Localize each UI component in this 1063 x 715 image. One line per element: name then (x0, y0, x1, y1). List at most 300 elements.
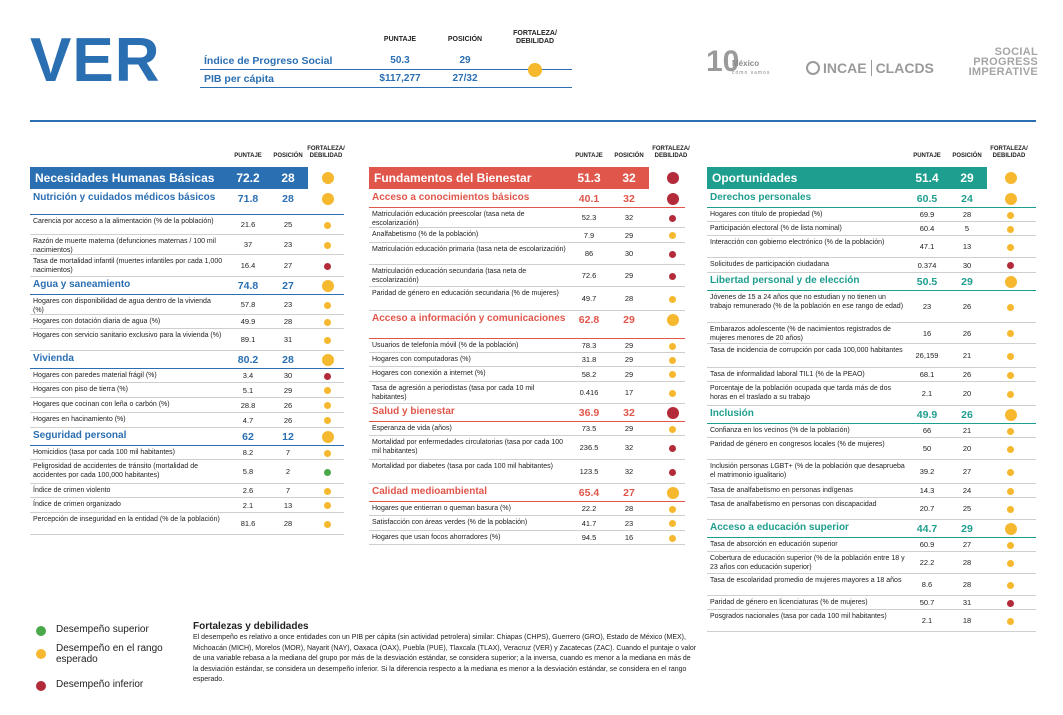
col-score-head: PUNTAJE (234, 153, 262, 159)
indicator-label: Percepción de inseguridad en la entidad (% de la población) (33, 516, 220, 523)
component-row (707, 190, 1036, 208)
indicator-label: Usuarios de telefonía móvil (% de la población) (372, 342, 519, 349)
indicator-label: Hogares con piso de tierra (%) (33, 386, 128, 393)
indicator-strength-dot (669, 506, 676, 513)
col-score-head: PUNTAJE (575, 153, 603, 159)
indicator-score: 73.5 (581, 424, 597, 433)
indicator-label: Tasa de informalidad laboral TIL1 (% de la PEAO) (710, 371, 865, 378)
indicator-rank: 23 (283, 300, 293, 309)
indicator-row (369, 436, 685, 460)
indicator-strength-dot (669, 445, 676, 452)
component-score: 44.7 (916, 523, 938, 535)
indicator-strength-dot (1007, 488, 1014, 495)
col-strength-head: FORTALEZA/ DEBILIDAD (652, 146, 690, 159)
legend-red-dot (36, 681, 46, 691)
indicator-label: Hogares con conexión a internet (%) (372, 370, 486, 377)
indicator-label: Tasa de agresión a periodistas (tasa por cada 10 mil habitantes) (372, 385, 535, 401)
indicator-score: 49.9 (240, 317, 256, 326)
indicator-score: 57.8 (240, 300, 256, 309)
indicator-strength-dot (1007, 330, 1014, 337)
component-score: 50.5 (916, 276, 938, 288)
indicator-score: 60.4 (919, 224, 935, 233)
pib-score: $117,277 (379, 73, 421, 84)
indicator-label: Hogares con paredes material frágil (%) (33, 372, 157, 379)
indicator-score: 7.9 (583, 231, 595, 240)
component-rank: 32 (623, 193, 635, 205)
indicator-score: 81.6 (240, 519, 256, 528)
legend-yellow-dot (36, 649, 46, 659)
dimension-title: Fundamentos del Bienestar (374, 171, 532, 185)
col-strength-head: FORTALEZA/ DEBILIDAD (307, 146, 345, 159)
indicator-row (30, 484, 344, 498)
indicator-rank: 20 (962, 389, 972, 398)
indicator-row (369, 367, 685, 382)
indicator-row (369, 422, 685, 436)
col-rank-head: POSICIÓN (273, 153, 303, 159)
indicator-rank: 29 (624, 271, 634, 280)
indicator-label: Mortalidad por enfermedades circulatorias (tasa por cada 100 mil habitantes) (372, 439, 564, 455)
indicator-row (369, 243, 685, 265)
indicator-row (30, 413, 344, 428)
component-row (707, 273, 1036, 291)
indicator-row (369, 287, 685, 311)
ips-label: Índice de Progreso Social (204, 55, 333, 67)
indicator-strength-dot (324, 222, 331, 229)
indicator-rank: 25 (962, 504, 972, 513)
col-strength-head: FORTALEZA/ DEBILIDAD (990, 146, 1028, 159)
indicator-label: Matriculación educación primaria (tasa neta de escolarización) (372, 246, 566, 253)
indicator-row (369, 460, 685, 484)
indicator-strength-dot (324, 402, 331, 409)
indicator-rank: 25 (283, 220, 293, 229)
indicator-rank: 16 (624, 533, 634, 542)
indicator-label: Matriculación educación preescolar (tasa neta de escolarización) (372, 211, 525, 227)
indicator-strength-dot (324, 469, 331, 476)
dimension-header (707, 167, 987, 189)
component-label: Libertad personal y de elección (710, 275, 860, 286)
component-rank: 29 (623, 314, 635, 326)
indicator-rank: 27 (962, 540, 972, 549)
indicator-label: Tasa de absorción en educación superior (710, 541, 838, 548)
dimension-title: Necesidades Humanas Básicas (35, 171, 215, 185)
indicator-strength-dot (669, 343, 676, 350)
indicator-row (707, 574, 1036, 596)
component-label: Agua y saneamiento (33, 279, 131, 290)
indicator-row (707, 460, 1036, 484)
indicator-strength-dot (324, 450, 331, 457)
indicator-score: 39.2 (919, 467, 935, 476)
indicator-strength-dot (669, 535, 676, 542)
indicator-strength-dot (324, 387, 331, 394)
indicator-label: Tasa de mortalidad infantil (muertes infantiles por cada 1,000 nacimientos) (33, 258, 223, 274)
component-score: 80.2 (237, 354, 259, 366)
indicator-strength-dot (669, 251, 676, 258)
component-rank: 12 (282, 431, 294, 443)
indicator-row (369, 353, 685, 367)
indicator-row (707, 208, 1036, 222)
indicator-strength-dot (1007, 262, 1014, 269)
component-strength-dot (1005, 276, 1017, 288)
col-rank-head: POSICIÓN (614, 153, 644, 159)
indicator-rank: 2 (285, 467, 291, 476)
component-strength-dot (667, 487, 679, 499)
component-score: 49.9 (916, 409, 938, 421)
indicator-strength-dot (1007, 542, 1014, 549)
indicator-label: Posgrados nacionales (tasa por cada 100 mil habitantes) (710, 613, 887, 620)
indicator-strength-dot (669, 390, 676, 397)
indicator-row (707, 236, 1036, 258)
spi-line-1: SOCIAL (994, 46, 1038, 58)
indicator-label: Jóvenes de 15 a 24 años que no estudian y no tienen un trabajo remunerado (% de la población en ese rango de edad) (710, 294, 904, 310)
indicator-label: Índice de crimen organizado (33, 501, 121, 508)
indicator-strength-dot (1007, 428, 1014, 435)
indicator-label: Porcentaje de la población ocupada que tarda más de dos horas en el traslado a su trabajo (710, 385, 891, 401)
component-strength-dot (322, 354, 334, 366)
component-label: Calidad medioambiental (372, 486, 488, 497)
indicator-row (30, 315, 344, 329)
indicator-rank: 30 (624, 249, 634, 258)
indicator-rank: 32 (624, 443, 634, 452)
indicator-rank: 28 (283, 519, 293, 528)
component-strength-dot (667, 407, 679, 419)
indicator-label: Hogares con título de propiedad (%) (710, 211, 823, 218)
indicator-label: Hogares que entierran o queman basura (%) (372, 505, 511, 512)
indicator-strength-dot (1007, 226, 1014, 233)
dimension-strength-dot (1005, 172, 1017, 184)
component-score: 65.4 (578, 487, 600, 499)
indicator-rank: 29 (624, 341, 634, 350)
header-row-pib (200, 70, 572, 88)
indicator-label: Homicidios (tasa por cada 100 mil habitantes) (33, 449, 176, 456)
component-rank: 29 (961, 276, 973, 288)
indicator-row (30, 295, 344, 315)
component-score: 36.9 (578, 407, 600, 419)
component-row (369, 190, 685, 208)
indicator-row (707, 368, 1036, 382)
indicator-row (707, 258, 1036, 273)
component-label: Nutrición y cuidados médicos básicos (33, 192, 216, 203)
component-strength-dot (667, 314, 679, 326)
indicator-rank: 29 (283, 386, 293, 395)
component-rank: 28 (282, 193, 294, 205)
indicator-score: 50 (922, 444, 932, 453)
indicator-rank: 7 (285, 486, 291, 495)
dimension-title: Oportunidades (712, 171, 798, 185)
indicator-row (707, 344, 1036, 368)
indicator-strength-dot (1007, 304, 1014, 311)
indicator-strength-dot (669, 520, 676, 527)
indicator-score: 86 (584, 249, 594, 258)
indicator-row (369, 208, 685, 228)
overall-strength-dot (528, 63, 542, 77)
indicator-label: Interacción con gobierno electrónico (% de la población) (710, 239, 885, 246)
indicator-score: 89.1 (240, 335, 256, 344)
indicator-row (369, 339, 685, 353)
indicator-rank: 28 (962, 580, 972, 589)
indicator-strength-dot (1007, 446, 1014, 453)
indicator-score: 5.8 (242, 467, 254, 476)
indicator-label: Hogares que cocinan con leña o carbón (%) (33, 401, 170, 408)
component-row (707, 406, 1036, 424)
indicator-score: 2.6 (242, 486, 254, 495)
component-rank: 27 (623, 487, 635, 499)
pib-rank: 27/32 (452, 73, 478, 84)
indicator-row (707, 222, 1036, 236)
indicator-score: 2.1 (242, 501, 254, 510)
dimension-score: 51.3 (577, 171, 601, 185)
indicator-strength-dot (1007, 353, 1014, 360)
indicator-score: 16 (922, 329, 932, 338)
indicator-strength-dot (324, 242, 331, 249)
indicator-row (707, 323, 1036, 344)
indicator-row (707, 538, 1036, 552)
indicator-strength-dot (324, 488, 331, 495)
component-row (369, 404, 685, 422)
indicator-rank: 5 (964, 224, 970, 233)
indicator-score: 66 (922, 426, 932, 435)
state-code: VER (30, 26, 161, 95)
indicator-row (707, 484, 1036, 498)
indicator-score: 60.9 (919, 540, 935, 549)
component-strength-dot (322, 431, 334, 443)
indicator-label: Cobertura de educación superior (% de la población entre 18 y 23 años con educación superior) (710, 555, 905, 571)
indicator-rank: 32 (624, 467, 634, 476)
component-rank: 26 (961, 409, 973, 421)
indicator-row (30, 460, 344, 484)
clacds-text: CLACDS (875, 60, 934, 76)
indicator-strength-dot (324, 502, 331, 509)
indicator-strength-dot (669, 469, 676, 476)
indicator-strength-dot (669, 357, 676, 364)
component-row (30, 351, 344, 369)
incae-circle-icon (806, 61, 820, 75)
indicator-label: Paridad de género en congresos locales (% de mujeres) (710, 441, 885, 448)
indicator-rank: 7 (285, 448, 291, 457)
indicator-label: Tasa de escolaridad promedio de mujeres mayores a 18 años (710, 577, 902, 584)
ips-score: 50.3 (390, 55, 410, 66)
component-strength-dot (1005, 409, 1017, 421)
notes-body: El desempeño es relativo a once entidades con un PIB per cápita (sin actividad petrolera) similar: Chiapas (CHPS), Guerrero (GRO), Estado de México (MEX), Michoacán (MICH), Morelos (MOR), Nayarit (NAY), Oaxaca (OAX), Puebla (PUE), Tlaxcala (TLAX), Veracruz (VER) y Zacatecas (ZAC). Cuando el puntaje o valor de una variable rebasa a la mediana del grupo por más de la desviación estándar, se considera superior; a la inversa, cuando es menor a la mediana en más de la desviación estándar, se considera un desempeño inferior. Si la diferencia respecto a la mediana es menor a la desviación estándar, se considera en el rango esperado. (193, 634, 697, 683)
dimension-strength-dot (667, 172, 679, 184)
indicator-row (707, 382, 1036, 406)
indicator-label: Inclusión personas LGBT+ (% de la población que desaprueba el matrimonio igualitario) (710, 463, 905, 479)
indicator-row (707, 610, 1036, 632)
component-row (30, 190, 344, 215)
indicator-label: Hogares en hacinamiento (%) (33, 416, 126, 423)
component-rank: 24 (961, 193, 973, 205)
indicator-row (30, 215, 344, 235)
notes-title: Fortalezas y debilidades (193, 621, 309, 632)
indicator-score: 2.1 (921, 389, 933, 398)
component-strength-dot (667, 193, 679, 205)
indicator-rank: 29 (624, 231, 634, 240)
header-divider (30, 120, 1036, 122)
indicator-label: Hogares con computadoras (%) (372, 356, 471, 363)
component-strength-dot (1005, 523, 1017, 535)
indicator-label: Tasa de analfabetismo en personas indígenas (710, 487, 853, 494)
indicator-score: 0.416 (579, 388, 599, 397)
indicator-rank: 28 (624, 504, 634, 513)
component-score: 71.8 (237, 193, 259, 205)
legend-inferior-label: Desempeño inferior (56, 679, 144, 690)
indicator-score: 236.5 (579, 443, 599, 452)
col-rank-head: POSICIÓN (952, 153, 982, 159)
component-label: Salud y bienestar (372, 406, 455, 417)
incae-clacds-logo (806, 60, 934, 76)
indicator-rank: 23 (283, 240, 293, 249)
dimension-rank: 28 (281, 171, 295, 185)
indicator-score: 49.7 (581, 294, 597, 303)
indicator-strength-dot (1007, 506, 1014, 513)
component-label: Acceso a conocimientos básicos (372, 192, 530, 203)
pib-label: PIB per cápita (204, 73, 275, 85)
legend-green-dot (36, 626, 46, 636)
indicator-label: Hogares que usan focos ahorradores (%) (372, 534, 501, 541)
indicator-score: 14.3 (919, 486, 935, 495)
indicator-strength-dot (1007, 391, 1014, 398)
social-progress-imperative-logo (954, 47, 1038, 77)
indicator-score: 72.6 (581, 271, 597, 280)
ips-rank: 29 (459, 55, 471, 66)
indicator-score: 22.2 (919, 558, 935, 567)
indicator-row (707, 291, 1036, 323)
indicator-score: 68.1 (919, 370, 935, 379)
indicator-strength-dot (1007, 212, 1014, 219)
indicator-rank: 17 (624, 388, 634, 397)
indicator-strength-dot (669, 296, 676, 303)
indicator-row (707, 596, 1036, 610)
indicator-score: 50.7 (919, 598, 935, 607)
indicator-strength-dot (324, 373, 331, 380)
component-row (707, 520, 1036, 538)
indicator-rank: 26 (962, 302, 972, 311)
indicator-rank: 31 (962, 598, 972, 607)
indicator-strength-dot (324, 521, 331, 528)
indicator-label: Analfabetismo (% de la población) (372, 231, 479, 238)
spi-line-2: PROGRESS (973, 56, 1038, 68)
indicator-row (30, 383, 344, 398)
indicator-rank: 28 (962, 210, 972, 219)
dimension-header (369, 167, 649, 189)
indicator-row (30, 329, 344, 351)
indicator-row (369, 502, 685, 516)
indicator-score: 123.5 (579, 467, 599, 476)
component-rank: 28 (282, 354, 294, 366)
indicator-score: 22.2 (581, 504, 597, 513)
indicator-row (707, 438, 1036, 460)
indicator-rank: 28 (962, 558, 972, 567)
indicator-label: Satisfacción con áreas verdes (% de la población) (372, 519, 528, 526)
indicator-label: Mortalidad por diabetes (tasa por cada 100 mil habitantes) (372, 463, 553, 470)
indicator-rank: 26 (283, 401, 293, 410)
indicator-score: 78.3 (581, 341, 597, 350)
indicator-row (30, 498, 344, 513)
indicator-score: 69.9 (919, 210, 935, 219)
indicator-score: 31.8 (581, 355, 597, 364)
indicator-rank: 30 (962, 261, 972, 270)
indicator-label: Razón de muerte materna (defunciones maternas / 100 mil nacimientos) (33, 238, 216, 254)
indicator-row (30, 513, 344, 535)
indicator-score: 28.8 (240, 401, 256, 410)
dimension-score: 72.2 (236, 171, 260, 185)
indicator-label: Hogares con servicio sanitario exclusivo para la vivienda (%) (33, 332, 222, 339)
indicator-score: 2.1 (921, 616, 933, 625)
component-score: 74.8 (237, 280, 259, 292)
col-score-head: PUNTAJE (913, 153, 941, 159)
dimension-rank: 32 (622, 171, 636, 185)
legend-esperado-label: Desempeño en el rango esperado (56, 643, 163, 665)
indicator-label: Tasa de incidencia de corrupción por cada 100,000 habitantes (710, 347, 903, 354)
indicator-score: 16.4 (240, 261, 256, 270)
indicator-rank: 18 (962, 616, 972, 625)
mexico-como-vamos-logo (706, 47, 776, 81)
indicator-score: 8.2 (242, 448, 254, 457)
indicator-strength-dot (324, 302, 331, 309)
indicator-strength-dot (324, 417, 331, 424)
indicator-label: Confianza en los vecinos (% de la población) (710, 427, 850, 434)
indicator-rank: 30 (283, 371, 293, 380)
indicator-rank: 29 (624, 424, 634, 433)
component-label: Derechos personales (710, 192, 812, 203)
indicator-score: 26,159 (915, 351, 939, 360)
indicator-label: Paridad de género en educación secundaria (% de mujeres) (372, 290, 559, 297)
indicator-row (369, 382, 685, 404)
indicator-score: 37 (243, 240, 253, 249)
indicator-strength-dot (324, 319, 331, 326)
indicator-score: 47.1 (919, 242, 935, 251)
incae-text: INCAE (823, 60, 867, 76)
indicator-strength-dot (1007, 582, 1014, 589)
indicator-strength-dot (1007, 372, 1014, 379)
indicator-rank: 24 (962, 486, 972, 495)
header-col-score: PUNTAJE (383, 36, 417, 43)
indicator-score: 94.5 (581, 533, 597, 542)
indicator-row (707, 424, 1036, 438)
indicator-label: Paridad de género en licenciaturas (% de mujeres) (710, 599, 868, 606)
indicator-row (30, 255, 344, 277)
indicator-score: 21.6 (240, 220, 256, 229)
indicator-strength-dot (669, 215, 676, 222)
indicator-label: Participación electoral (% de lista nominal) (710, 225, 842, 232)
component-label: Seguridad personal (33, 430, 127, 441)
component-score: 62 (242, 431, 254, 443)
indicator-row (30, 446, 344, 460)
component-score: 40.1 (578, 193, 600, 205)
indicator-label: Hogares con disponibilidad de agua dentro de la vivienda (%) (33, 298, 211, 314)
component-score: 62.8 (578, 314, 600, 326)
indicator-score: 4.7 (242, 416, 254, 425)
indicator-row (369, 265, 685, 287)
indicator-score: 3.4 (242, 371, 254, 380)
component-strength-dot (322, 193, 334, 205)
indicator-rank: 13 (962, 242, 972, 251)
dimension-score: 51.4 (915, 171, 939, 185)
indicator-rank: 28 (624, 294, 634, 303)
header-col-strength: FORTALEZA/ DEBILIDAD (513, 30, 557, 45)
indicator-strength-dot (1007, 560, 1014, 567)
indicator-rank: 31 (283, 335, 293, 344)
indicator-strength-dot (669, 426, 676, 433)
indicator-strength-dot (669, 371, 676, 378)
indicator-label: Esperanza de vida (años) (372, 425, 452, 432)
component-strength-dot (1005, 193, 1017, 205)
indicator-strength-dot (324, 337, 331, 344)
indicator-label: Tasa de analfabetismo en personas con discapacidad (710, 501, 877, 508)
indicator-score: 8.6 (921, 580, 933, 589)
indicator-score: 41.7 (581, 519, 597, 528)
indicator-row (30, 369, 344, 383)
dimension-strength-dot (322, 172, 334, 184)
